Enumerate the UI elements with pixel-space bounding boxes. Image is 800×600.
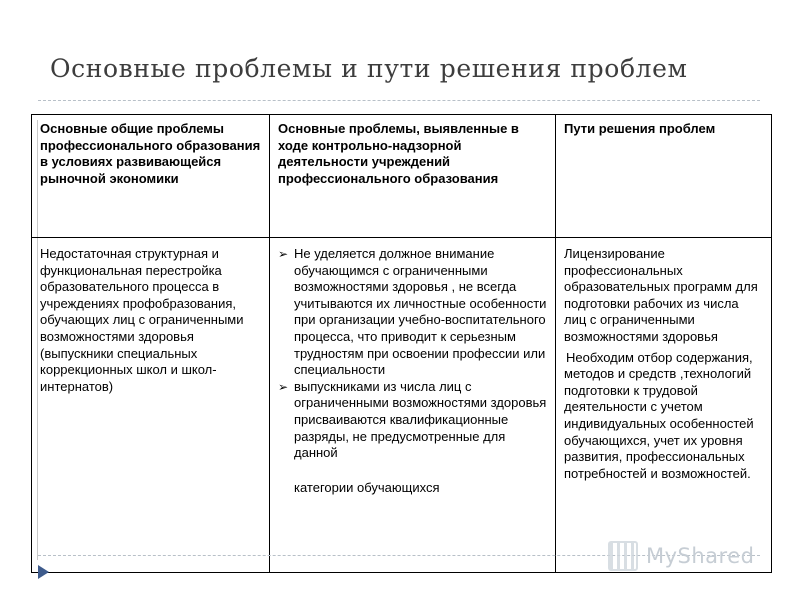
- triangle-arrow-icon[interactable]: [38, 565, 49, 579]
- page-title: Основные проблемы и пути решения проблем: [50, 54, 688, 83]
- arrow-check-bullet-icon: ➢: [278, 247, 289, 261]
- list-item: [278, 379, 548, 462]
- header-solutions: Пути решения проблем: [556, 115, 772, 238]
- spacer: [278, 462, 548, 480]
- problem-text: Не уделяется должное внимание обучающимся с ограниченными возможностями здоровья , не всегда учитываются их личностные особенности при организации учебно-воспитательного процесса, что приводит к серьезным трудностям при освоении профессии или специальности: [294, 246, 547, 378]
- cell-general-problem: Недостаточная структурная и функциональная перестройка образовательного процесса в учреждениях профобразования, обучающих лиц с ограниченными возможностями здоровья (выпускники специальных коррекционных школ и школ-интернатов): [32, 238, 270, 573]
- list-item-continuation: [278, 480, 548, 497]
- problems-table: [31, 114, 772, 573]
- problem-text-tail: категории обучающихся: [294, 479, 440, 495]
- myshared-logo-icon: [608, 541, 638, 571]
- solution-text: Лицензирование профессиональных образовательных программ для подготовки рабочих из числа лиц с ограниченными возможностями здоровья: [564, 246, 758, 344]
- arrow-check-bullet-icon: ➢: [278, 379, 289, 394]
- list-item: [278, 246, 548, 379]
- solution-text: Необходим отбор содержания, методов и средств ,технологий подготовки к трудовой деятельности с учетом индивидуальных особенностей обучающихся, учет их уровня развития, профессиональных потребностей и возможностей.: [564, 349, 754, 481]
- cell-solutions: [556, 238, 772, 573]
- header-general-problems: Основные общие проблемы профессионального образования в условиях развивающейся рыночной экономики: [32, 115, 270, 238]
- problem-text: выпускниками из числа лиц с ограниченными возможностями здоровья присваиваются квалификационные разряды, не предусмотренные для данной: [294, 378, 547, 461]
- table-header-row: [32, 115, 772, 238]
- cell-identified-problems: [270, 238, 556, 573]
- title-divider: [38, 100, 760, 101]
- watermark-logo: [608, 536, 778, 576]
- watermark-text: MyShared: [646, 544, 755, 568]
- header-identified-problems: Основные проблемы, выявленные в ходе контрольно-надзорной деятельности учреждений профессионального образования: [270, 115, 556, 238]
- table-row: [32, 238, 772, 573]
